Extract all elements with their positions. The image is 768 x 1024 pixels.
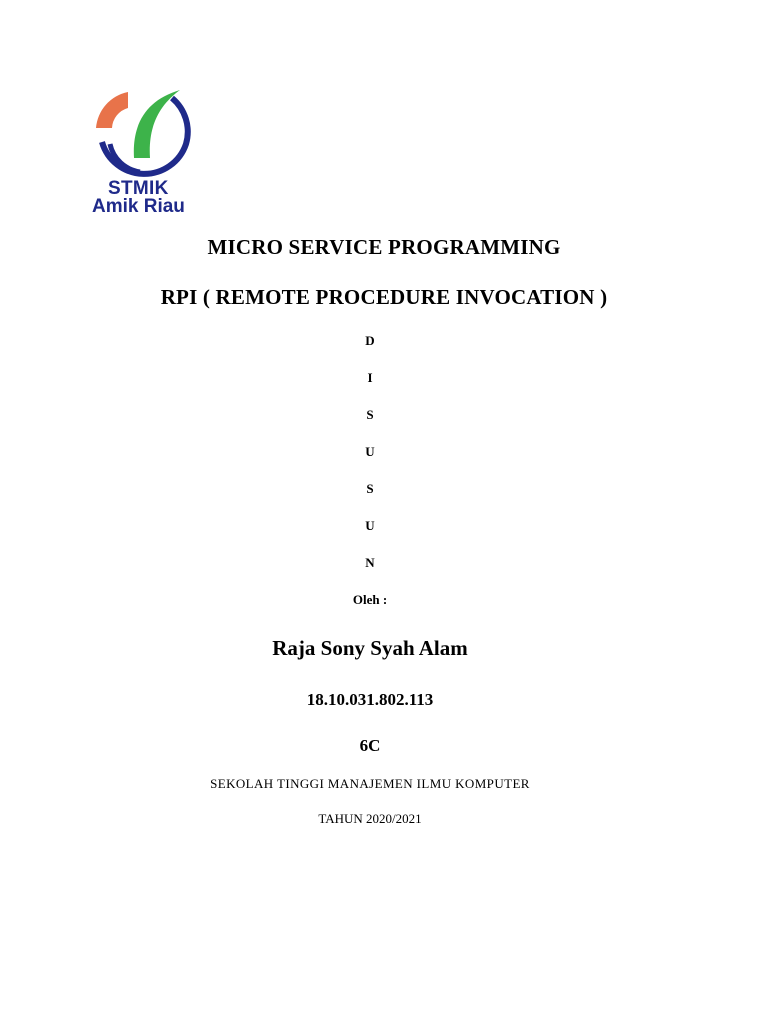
- institution-name: SEKOLAH TINGGI MANAJEMEN ILMU KOMPUTER: [210, 776, 530, 791]
- disusun-vertical-text: [0, 333, 740, 592]
- disusun-letter: D: [365, 333, 375, 348]
- disusun-letter: S: [366, 481, 374, 496]
- stmik-amik-riau-logo: [88, 84, 198, 216]
- disusun-letter: S: [366, 407, 374, 422]
- logo-line-2: Amik Riau: [92, 196, 185, 217]
- logo-line-1: STMIK: [108, 178, 169, 199]
- author-name: Raja Sony Syah Alam: [272, 636, 468, 660]
- document-subtitle: RPI ( REMOTE PROCEDURE INVOCATION ): [160, 285, 608, 309]
- class-label: 6C: [359, 736, 381, 755]
- disusun-letter: I: [367, 370, 373, 385]
- student-id: 18.10.031.802.113: [306, 690, 434, 709]
- disusun-letter: U: [365, 444, 375, 459]
- disusun-letter: U: [365, 518, 375, 533]
- document-title: MICRO SERVICE PROGRAMMING: [207, 235, 561, 259]
- academic-year: TAHUN 2020/2021: [318, 811, 422, 826]
- logo-emblem-icon: [88, 84, 198, 184]
- oleh-label: Oleh :: [352, 592, 388, 607]
- disusun-letter: N: [365, 555, 375, 570]
